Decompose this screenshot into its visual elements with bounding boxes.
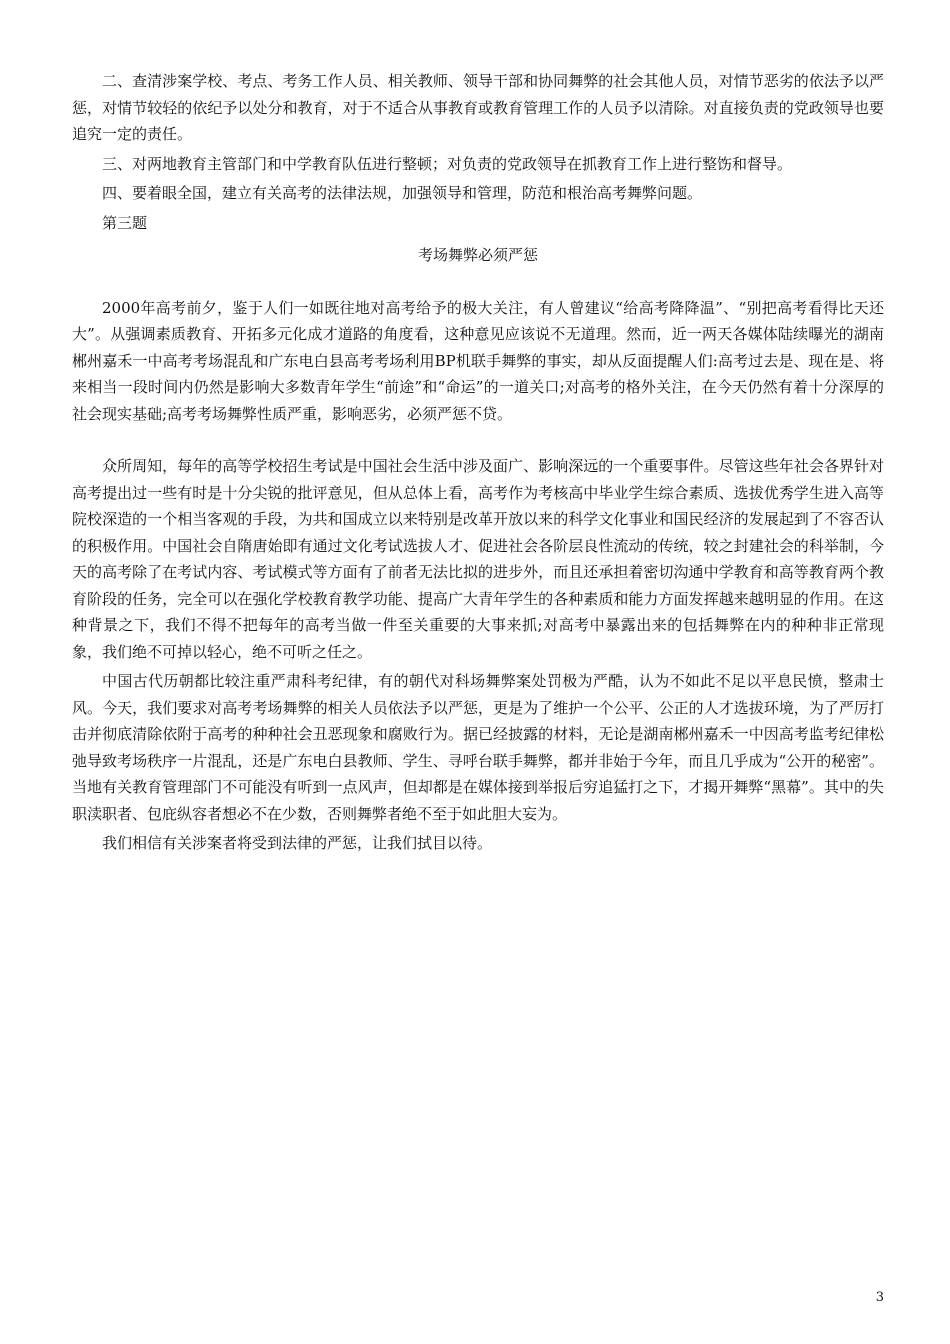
- essay-paragraph-1: 2000年高考前夕，鉴于人们一如既往地对高考给予的极大关注，有人曾建议“给高考降降温”、“别把高考看得比天还大”。从强调素质教育、开拓多元化成才道路的角度看，这种意见应该说不无道理。然而，近一两天各媒体陆续曝光的湖南郴州嘉禾一中高考考场混乱和广东电白县高考考场利用BP机联手舞弊的事实，却从反面提醒人们:高考过去是、现在是、将来相当一段时间内仍然是影响大多数青年学生“前途”和“命运”的一道关口;对高考的格外关注，在今天仍然有着十分深厚的社会现实基础;高考考场舞弊性质严重，影响恶劣，必须严惩不贷。: [72, 298, 884, 423]
- spacer: [72, 269, 884, 295]
- paragraph-item-four: 四、要着眼全国，建立有关高考的法律法规，加强领导和管理，防范和根治高考舞弊问题。: [102, 184, 703, 202]
- essay-paragraph-3: 中国古代历朝都比较注重严肃科考纪律，有的朝代对科场舞弊案处罚极为严酷，认为不如此不足以平息民愤，整肃士风。今天，我们要求对高考考场舞弊的相关人员依法予以严惩，更是为了维护一个公平、公正的人才选拔环境，为了严厉打击并彻底清除依附于高考的种种社会丑恶现象和腐败行为。据已经披露的材料，无论是湖南郴州嘉禾一中因高考监考纪律松弛导致考场秩序一片混乱，还是广东电白县教师、学生、寻呼台联手舞弊，都并非始于今年，而且几乎成为“公开的秘密”。当地有关教育管理部门不可能没有听到一点风声，但却都是在媒体接到举报后穷追猛打之下，才揭开舞弊“黑幕”。其中的失职渎职者、包庇纵容者想必不在少数，否则舞弊者绝不至于如此胆大妄为。: [72, 672, 884, 823]
- paragraph-item-two: 二、查清涉案学校、考点、考务工作人员、相关教师、领导干部和协同舞弊的社会其他人员，对情节恶劣的依法予以严惩，对情节较轻的依纪予以处分和教育，对于不适合从事教育或教育管理工作的人员予以清除。对直接负责的党政领导也要追究一定的责任。: [72, 72, 884, 143]
- section-heading: 第三题: [102, 213, 148, 232]
- paragraph-item-three: 三、对两地教育主管部门和中学教育队伍进行整顿；对负责的党政领导在抓教育工作上进行整饬和督导。: [102, 154, 793, 173]
- essay-paragraph-2: 众所周知，每年的高等学校招生考试是中国社会生活中涉及面广、影响深远的一个重要事件。尽管这些年社会各界针对高考提出过一些有时是十分尖锐的批评意见，但从总体上看，高考作为考核高中毕业学生综合素质、选拔优秀学生进入高等院校深造的一个相当客观的手段，为共和国成立以来特别是改革开放以来的科学文化事业和国民经济的发展起到了不容否认的积极作用。中国社会自隋唐始即有通过文化考试选拔人才、促进社会各阶层良性流动的传统，较之封建社会的科举制，今天的高考除了在考试内容、考试模式等方面有了前者无法比拟的进步外，而且还承担着密切沟通中学教育和高等教育两个教育阶段的任务，完全可以在强化学校教育教学功能、提高广大青年学生的各种素质和能力方面发挥越来越明显的作用。在这种背景之下，我们不得不把每年的高考当做一件至关重要的大事来抓;对高考中暴露出来的包括舞弊在内的种种非正常现象，我们绝不可掉以轻心，绝不可听之任之。: [72, 457, 884, 661]
- page-number: 3: [875, 1290, 884, 1305]
- spacer: [72, 427, 884, 453]
- document-page: [72, 68, 884, 857]
- essay-paragraph-4: 我们相信有关涉案者将受到法律的严惩，让我们拭目以待。: [102, 834, 493, 852]
- essay-title: 考场舞弊必须严惩: [417, 246, 538, 264]
